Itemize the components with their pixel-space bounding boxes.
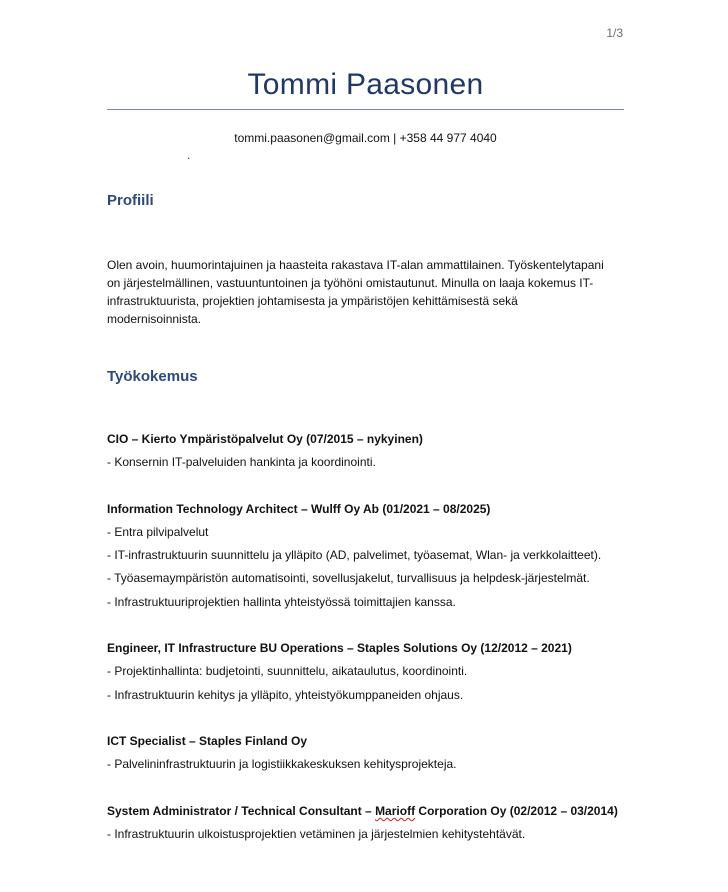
job-bullet: - Työasemaympäristön automatisointi, sovellusjakelut, turvallisuus ja helpdesk-järjestelmät.	[107, 571, 590, 585]
job-bullet: - Konsernin IT-palveluiden hankinta ja koordinointi.	[107, 455, 376, 469]
job-bullet: - Infrastruktuurin ulkoistusprojektien vetäminen ja järjestelmien kehitystehtävät.	[107, 827, 526, 841]
stray-mark: .	[187, 148, 191, 162]
job-title: ICT Specialist – Staples Finland Oy	[107, 734, 308, 748]
job-bullet: - Palvelininfrastruktuurin ja logistiikkakeskuksen kehitysprojekteja.	[107, 757, 457, 771]
job-title-part: Corporation Oy (02/2012 – 03/2014)	[415, 804, 618, 818]
title-underline	[107, 109, 624, 110]
candidate-name: Tommi Paasonen	[247, 68, 484, 101]
profile-paragraph	[107, 256, 617, 328]
job-bullet: - Infrastruktuurin kehitys ja ylläpito, yhteistyökumppaneiden ohjaus.	[107, 688, 464, 702]
job-bullet: - Entra pilvipalvelut	[107, 525, 209, 539]
job-bullet: - IT-infrastruktuurin suunnittelu ja ylläpito (AD, palvelimet, työasemat, Wlan- ja verkkolaitteet).	[107, 548, 602, 562]
experience-heading: Työkokemus	[107, 368, 198, 385]
contact-info: tommi.paasonen@gmail.com | +358 44 977 4040	[234, 131, 497, 145]
profile-heading: Profiili	[107, 192, 154, 209]
page-number: 1/3	[606, 26, 623, 40]
job-title: Engineer, IT Infrastructure BU Operations – Staples Solutions Oy (12/2012 – 2021)	[107, 641, 572, 655]
profile-line: on järjestelmällinen, vastuuntuntoinen ja työhöni omistautunut. Minulla on laaja kokemus IT-	[107, 276, 594, 290]
profile-line: modernisoinnista.	[107, 312, 202, 326]
job-bullet: - Projektinhallinta: budjetointi, suunnittelu, aikataulutus, koordinointi.	[107, 664, 468, 678]
job-title: Information Technology Architect – Wulff Oy Ab (01/2021 – 08/2025)	[107, 502, 491, 516]
profile-line: Olen avoin, huumorintajuinen ja haasteita rakastava IT-alan ammattilainen. Työskentelytapani	[107, 258, 604, 272]
spellcheck-flagged-word: Marioff	[375, 804, 416, 818]
job-title-part: System Administrator / Technical Consultant –	[107, 804, 376, 818]
job-bullet: - Infrastruktuuriprojektien hallinta yhteistyössä toimittajien kanssa.	[107, 595, 456, 609]
profile-line: infrastruktuurista, projektien johtamisesta ja ympäristöjen kehittämisestä sekä	[107, 294, 518, 308]
job-title	[107, 804, 618, 818]
job-title: CIO – Kierto Ympäristöpalvelut Oy (07/2015 – nykyinen)	[107, 432, 423, 446]
